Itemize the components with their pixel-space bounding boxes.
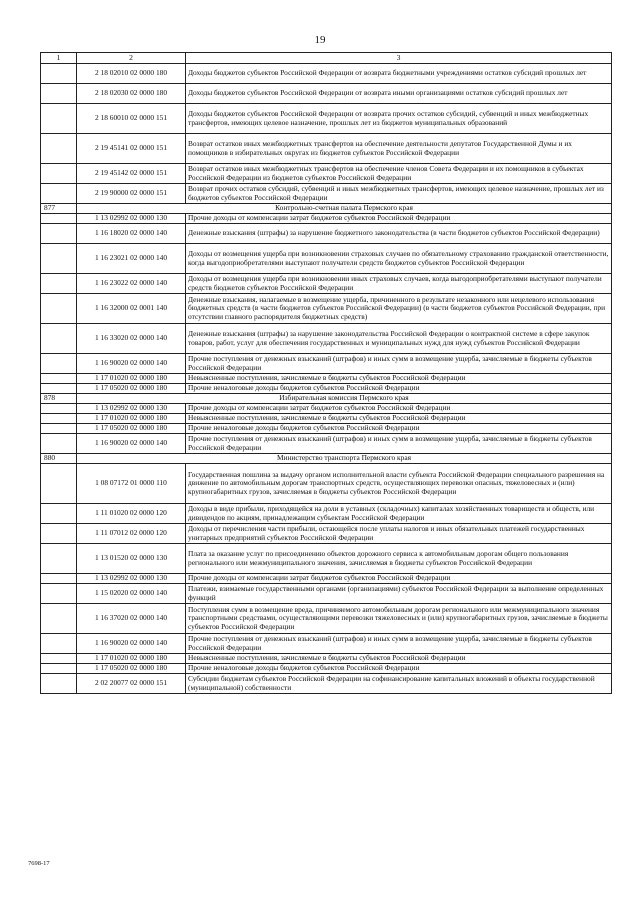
table-row <box>41 164 612 184</box>
row-revenue-code: 1 16 32000 02 0001 140 <box>77 294 186 324</box>
row-revenue-description: Плата за оказание услуг по присоединению объектов дорожного сервиса к автомобильным дорогам общего пользования регионального или межмуниципального значения, зачисляемая в бюджеты субъектов Российской Федерации <box>186 544 612 574</box>
row-admin-cell <box>41 404 77 414</box>
table-row <box>41 464 612 504</box>
row-revenue-description: Возврат остатков иных межбюджетных трансфертов на обеспечение деятельности депутатов Государственной Думы и их помощников в избирательных округах из бюджетов субъектов Российской Федерации <box>186 134 612 164</box>
table-row <box>41 64 612 84</box>
row-revenue-description: Денежные взыскания, налагаемые в возмещение ущерба, причиненного в результате незаконного или нецелевого использования бюджетных средств (в части бюджетов субъектов Российской Федерации) (в части бюджетов субъектов Российской Федерации, при отсутствии главного распорядителя бюджетных средств) <box>186 294 612 324</box>
row-admin-cell <box>41 424 77 434</box>
row-admin-cell <box>41 294 77 324</box>
row-admin-cell <box>41 164 77 184</box>
row-admin-cell <box>41 184 77 204</box>
section-admin-code: 877 <box>41 204 77 214</box>
table-row <box>41 424 612 434</box>
table-row <box>41 184 612 204</box>
row-revenue-code: 1 13 02992 02 0000 130 <box>77 214 186 224</box>
row-revenue-description: Прочие доходы от компенсации затрат бюджетов субъектов Российской Федерации <box>186 404 612 414</box>
table-row <box>41 654 612 664</box>
row-revenue-code: 2 02 20077 02 0000 151 <box>77 674 186 694</box>
row-revenue-description: Невыясненные поступления, зачисляемые в бюджеты субъектов Российской Федерации <box>186 374 612 384</box>
table-row <box>41 674 612 694</box>
row-revenue-description: Доходы от возмещения ущерба при возникновении иных страховых случаев, когда выгодоприобретателями выступают получатели средств бюджетов субъектов Российской Федерации <box>186 274 612 294</box>
row-revenue-code: 1 08 07172 01 0000 110 <box>77 464 186 504</box>
table-row <box>41 244 612 274</box>
table-row <box>41 224 612 244</box>
row-revenue-description: Прочие поступления от денежных взысканий (штрафов) и иных сумм в возмещение ущерба, зачисляемые в бюджеты субъектов Российской Федерации <box>186 434 612 454</box>
row-revenue-code: 2 19 90000 02 0000 151 <box>77 184 186 204</box>
row-revenue-code: 1 16 37020 02 0000 140 <box>77 604 186 634</box>
row-revenue-description: Невыясненные поступления, зачисляемые в бюджеты субъектов Российской Федерации <box>186 414 612 424</box>
row-admin-cell <box>41 574 77 584</box>
table-row <box>41 434 612 454</box>
table-row <box>41 134 612 164</box>
row-revenue-code: 1 16 23021 02 0000 140 <box>77 244 186 274</box>
page-number: 19 <box>314 34 326 46</box>
table-row <box>41 664 612 674</box>
row-admin-cell <box>41 604 77 634</box>
row-admin-cell <box>41 584 77 604</box>
table-row <box>41 634 612 654</box>
section-row <box>41 204 612 214</box>
section-admin-code: 878 <box>41 394 77 404</box>
table-row <box>41 294 612 324</box>
table-row <box>41 214 612 224</box>
row-admin-cell <box>41 524 77 544</box>
header-col-3: 3 <box>186 53 612 64</box>
row-revenue-code: 1 17 01020 02 0000 180 <box>77 414 186 424</box>
row-revenue-code: 1 17 05020 02 0000 180 <box>77 384 186 394</box>
row-revenue-description: Прочие неналоговые доходы бюджетов субъектов Российской Федерации <box>186 384 612 394</box>
row-revenue-code: 1 16 18020 02 0000 140 <box>77 224 186 244</box>
row-revenue-description: Доходы бюджетов субъектов Российской Федерации от возврата иными организациями остатков субсидий прошлых лет <box>186 84 612 104</box>
table-row <box>41 324 612 354</box>
row-revenue-code: 1 11 01020 02 0000 120 <box>77 504 186 524</box>
row-revenue-code: 1 16 33020 02 0000 140 <box>77 324 186 354</box>
section-row <box>41 394 612 404</box>
row-admin-cell <box>41 434 77 454</box>
row-revenue-code: 1 17 01020 02 0000 180 <box>77 374 186 384</box>
row-revenue-code: 2 18 60010 02 0000 151 <box>77 104 186 134</box>
row-revenue-code: 2 18 02030 02 0000 180 <box>77 84 186 104</box>
table-row <box>41 524 612 544</box>
row-revenue-code: 1 13 02992 02 0000 130 <box>77 404 186 414</box>
row-revenue-code: 1 16 90020 02 0000 140 <box>77 634 186 654</box>
row-admin-cell <box>41 664 77 674</box>
table-row <box>41 274 612 294</box>
row-revenue-description: Прочие неналоговые доходы бюджетов субъектов Российской Федерации <box>186 424 612 434</box>
row-admin-cell <box>41 634 77 654</box>
row-admin-cell <box>41 214 77 224</box>
row-admin-cell <box>41 674 77 694</box>
row-admin-cell <box>41 374 77 384</box>
section-department-name: Контрольно-счетная палата Пермского края <box>77 204 612 214</box>
row-revenue-description: Платежи, взимаемые государственными органами (организациями) субъектов Российской Федерации за выполнение определенных функций <box>186 584 612 604</box>
row-revenue-description: Доходы от перечисления части прибыли, остающейся после уплаты налогов и иных обязательных платежей государственных унитарных предприятий субъектов Российской Федерации <box>186 524 612 544</box>
row-admin-cell <box>41 504 77 524</box>
revenue-codes-table <box>40 52 612 694</box>
table-row <box>41 104 612 134</box>
row-revenue-description: Прочие неналоговые доходы бюджетов субъектов Российской Федерации <box>186 664 612 674</box>
row-revenue-description: Возврат остатков иных межбюджетных трансфертов на обеспечение членов Совета Федерации и их помощников в субъектах Российской Федерации из бюджетов субъектов Российской Федерации <box>186 164 612 184</box>
row-revenue-description: Невыясненные поступления, зачисляемые в бюджеты субъектов Российской Федерации <box>186 654 612 664</box>
row-revenue-description: Доходы бюджетов субъектов Российской Федерации от возврата прочих остатков субсидий, субвенций и иных межбюджетных трансфертов, имеющих целевое назначение, прошлых лет из бюджетов муниципальных образований <box>186 104 612 134</box>
row-revenue-code: 1 13 01520 02 0000 130 <box>77 544 186 574</box>
row-admin-cell <box>41 84 77 104</box>
row-admin-cell <box>41 244 77 274</box>
row-admin-cell <box>41 354 77 374</box>
row-revenue-code: 1 16 90020 02 0000 140 <box>77 434 186 454</box>
row-revenue-description: Доходы в виде прибыли, приходящейся на доли в уставных (складочных) капиталах хозяйственных товариществ и обществ, или дивидендов по акциям, принадлежащим субъектам Российской Федерации <box>186 504 612 524</box>
footer-doc-code: 7698-17 <box>28 860 50 867</box>
row-revenue-description: Прочие поступления от денежных взысканий (штрафов) и иных сумм в возмещение ущерба, зачисляемые в бюджеты субъектов Российской Федерации <box>186 354 612 374</box>
table-row <box>41 384 612 394</box>
table-row <box>41 584 612 604</box>
table-row <box>41 354 612 374</box>
row-revenue-description: Денежные взыскания (штрафы) за нарушение законодательства Российской Федерации о контрактной системе в сфере закупок товаров, работ, услуг для обеспечения государственных и муниципальных нужд для нужд субъектов Российской Федерации <box>186 324 612 354</box>
table-row <box>41 574 612 584</box>
row-admin-cell <box>41 274 77 294</box>
row-revenue-code: 1 17 01020 02 0000 180 <box>77 654 186 664</box>
table-row <box>41 84 612 104</box>
row-revenue-code: 1 11 07012 02 0000 120 <box>77 524 186 544</box>
row-revenue-description: Прочие поступления от денежных взысканий (штрафов) и иных сумм в возмещение ущерба, зачисляемые в бюджеты субъектов Российской Федерации <box>186 634 612 654</box>
row-admin-cell <box>41 414 77 424</box>
row-admin-cell <box>41 464 77 504</box>
row-revenue-code: 1 16 23022 02 0000 140 <box>77 274 186 294</box>
row-admin-cell <box>41 544 77 574</box>
table-row <box>41 414 612 424</box>
row-admin-cell <box>41 384 77 394</box>
row-revenue-description: Прочие доходы от компенсации затрат бюджетов субъектов Российской Федерации <box>186 214 612 224</box>
section-admin-code: 880 <box>41 454 77 464</box>
row-revenue-description: Доходы бюджетов субъектов Российской Федерации от возврата бюджетными учреждениями остатков субсидий прошлых лет <box>186 64 612 84</box>
table-row <box>41 544 612 574</box>
header-col-2: 2 <box>77 53 186 64</box>
table-row <box>41 504 612 524</box>
row-admin-cell <box>41 64 77 84</box>
row-revenue-description: Денежные взыскания (штрафы) за нарушение бюджетного законодательства (в части бюджетов субъектов Российской Федерации) <box>186 224 612 244</box>
section-department-name: Министерство транспорта Пермского края <box>77 454 612 464</box>
row-revenue-description: Субсидии бюджетам субъектов Российской Федерации на софинансирование капитальных вложений в объекты государственной (муниципальной) собственности <box>186 674 612 694</box>
row-revenue-code: 2 19 45141 02 0000 151 <box>77 134 186 164</box>
section-row <box>41 454 612 464</box>
row-admin-cell <box>41 324 77 354</box>
table-row <box>41 374 612 384</box>
row-admin-cell <box>41 654 77 664</box>
row-revenue-code: 1 17 05020 02 0000 180 <box>77 664 186 674</box>
table-row <box>41 404 612 414</box>
row-revenue-description: Поступления сумм в возмещение вреда, причиняемого автомобильным дорогам регионального или межмуниципального значения транспортными средствами, осуществляющими перевозки тяжеловесных и (или) крупногабаритных грузов, зачисляемые в бюджеты субъектов Российской Федерации <box>186 604 612 634</box>
row-revenue-code: 2 19 45142 02 0000 151 <box>77 164 186 184</box>
row-revenue-description: Доходы от возмещения ущерба при возникновении страховых случаев по обязательному страхованию гражданской ответственности, когда выгодоприобретателями выступают получатели средств бюджетов субъектов Российской Федерации <box>186 244 612 274</box>
header-col-1: 1 <box>41 53 77 64</box>
row-revenue-code: 1 17 05020 02 0000 180 <box>77 424 186 434</box>
row-admin-cell <box>41 224 77 244</box>
row-revenue-code: 1 16 90020 02 0000 140 <box>77 354 186 374</box>
section-department-name: Избирательная комиссия Пермского края <box>77 394 612 404</box>
table-header-row <box>41 53 612 64</box>
row-revenue-description: Прочие доходы от компенсации затрат бюджетов субъектов Российской Федерации <box>186 574 612 584</box>
row-revenue-code: 2 18 02010 02 0000 180 <box>77 64 186 84</box>
row-admin-cell <box>41 104 77 134</box>
row-revenue-code: 1 15 02020 02 0000 140 <box>77 584 186 604</box>
row-revenue-description: Возврат прочих остатков субсидий, субвенций и иных межбюджетных трансфертов, имеющих целевое назначение, прошлых лет из бюджетов субъектов Российской Федерации <box>186 184 612 204</box>
row-revenue-description: Государственная пошлина за выдачу органом исполнительной власти субъекта Российской Федерации специального разрешения на движение по автомобильным дорогам транспортных средств, осуществляющих перевозки опасных, тяжеловесных и (или) крупногабаритных грузов, зачисляемая в бюджеты субъектов Российской Федерации <box>186 464 612 504</box>
table-row <box>41 604 612 634</box>
table-body <box>41 53 612 694</box>
row-admin-cell <box>41 134 77 164</box>
row-revenue-code: 1 13 02992 02 0000 130 <box>77 574 186 584</box>
